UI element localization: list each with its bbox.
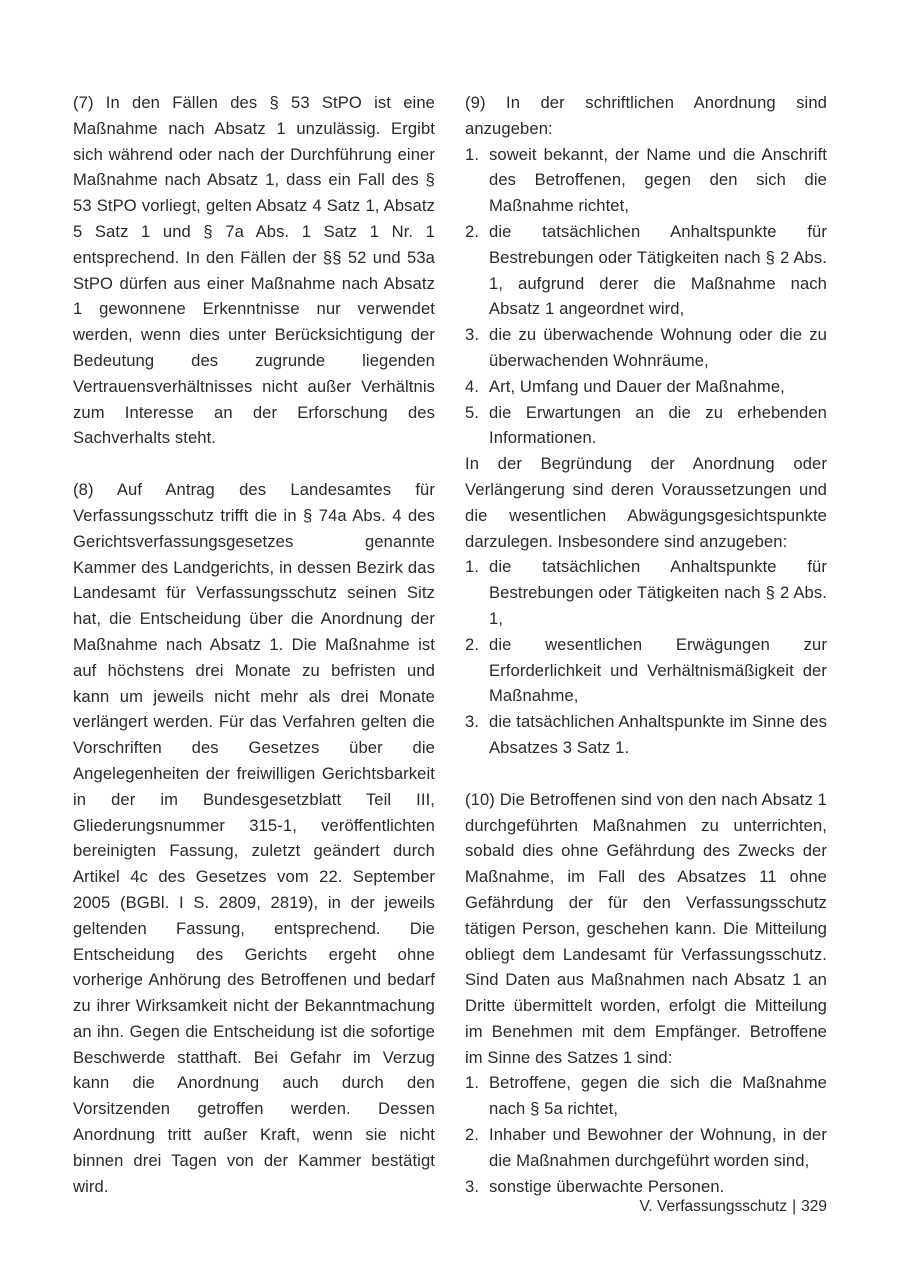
list-item: 3. die zu überwachende Wohnung oder die zu überwachenden Wohnräume, (465, 325, 827, 370)
paragraph-9-list (465, 142, 827, 452)
paragraph-8: (8) Auf Antrag des Landesamtes für Verfassungsschutz trifft die in § 74a Abs. 4 des Gerichtsverfassungsgesetzes genannte Kammer des Landgerichts, in dessen Bezirk das Landesamt für Verfassungsschutz seinen Sitz hat, die Entscheidung über die Anordnung der Maßnahme nach Absatz 1. Die Maßnahme ist auf höchstens drei Monate zu befristen und kann um jeweils nicht mehr als drei Monate verlängert werden. Für das Verfahren gelten die Vorschriften des Gesetzes über die Angelegenheiten der freiwilligen Gerichtsbarkeit in der im Bundesgesetzblatt Teil III, Gliederungsnummer 315-1, veröffentlichten bereinigten Fassung, zuletzt geändert durch Artikel 4c des Gesetzes vom 22. September 2005 (BGBl. I S. 2809, 2819), in der jeweils geltenden Fassung, entsprechend. Die Entscheidung des Gerichts ergeht ohne vorherige Anhörung des Betroffenen und bedarf zu ihrer Wirksamkeit nicht der Bekanntmachung an ihn. Gegen die Entscheidung ist die sofortige Beschwerde statthaft. Bei Gefahr im Verzug kann die Anordnung auch durch den Vorsitzenden getroffen werden. Dessen Anordnung tritt außer Kraft, wenn sie nicht binnen drei Tagen von der Kammer bestätigt wird. (73, 480, 435, 1196)
paragraph-7: (7) In den Fällen des § 53 StPO ist eine Maßnahme nach Absatz 1 unzulässig. Ergibt sich während oder nach der Durchführung einer Maßnahme nach Absatz 1, dass ein Fall des § 53 StPO vorliegt, gelten Absatz 4 Satz 1, Absatz 5 Satz 1 und § 7a Abs. 1 Satz 1 Nr. 1 entsprechend. In den Fällen der §§ 52 und 53a StPO dürfen aus einer Maßnahme nach Absatz 1 gewonnene Erkenntnisse nur verwendet werden, wenn dies unter Berücksichtigung der Bedeutung des zugrunde liegenden Vertrauensverhältnisses nicht außer Verhältnis zum Interesse an der Erforschung des Sachverhalts steht. (73, 93, 435, 448)
list-item: 5. die Erwartungen an die zu erhebenden Informationen. (465, 402, 827, 448)
list-item: 1. die tatsächlichen Anhaltspunkte für Bestrebungen oder Tätigkeiten nach § 2 Abs. 1, (465, 557, 827, 628)
paragraph-10: (10) Die Betroffenen sind von den nach Absatz 1 durchgeführten Maßnahmen zu unterrichten, sobald dies ohne Gefährdung des Zwecks der Maßnahme, im Fall des Absatzes 11 ohne Gefährdung der für den Verfassungsschutz tätigen Person, geschehen kann. Die Mitteilung obliegt dem Landesamt für Verfassungsschutz. Sind Daten aus Maßnahmen nach Absatz 1 an Dritte übermittelt worden, erfolgt die Mitteilung im Benehmen mit dem Empfänger. Betroffene im Sinne des Satzes 1 sind: (465, 789, 827, 1067)
list-item: 4. Art, Umfang und Dauer der Maßnahme, (465, 376, 785, 396)
page-number: 329 (801, 1198, 827, 1215)
list-item: 3. die tatsächlichen Anhaltspunkte im Sinne des Absatzes 3 Satz 1. (465, 712, 827, 757)
list-item: 2. Inhaber und Bewohner der Wohnung, in der die Maßnahmen durchgeführt worden sind, (465, 1125, 827, 1170)
paragraph-10-list (465, 1070, 827, 1199)
list-item: 1. soweit bekannt, der Name und die Anschrift des Betroffenen, gegen den sich die Maßnahme richtet, (465, 144, 827, 216)
paragraph-9-list-2 (465, 554, 827, 760)
list-item: 2. die wesentlichen Erwägungen zur Erforderlichkeit und Verhältnismäßigkeit der Maßnahme, (465, 634, 827, 706)
list-item: 3. sonstige überwachte Personen. (465, 1176, 725, 1196)
page-footer (639, 1198, 827, 1216)
right-column (465, 90, 827, 1199)
list-item: 1. Betroffene, gegen die sich die Maßnahme nach § 5a richtet, (465, 1073, 827, 1119)
footer-separator: | (792, 1198, 797, 1215)
footer-section-title: V. Verfassungsschutz (639, 1198, 788, 1215)
left-column (73, 90, 435, 1199)
list-item: 2. die tatsächlichen Anhaltspunkte für Bestrebungen oder Tätigkeiten nach § 2 Abs. 1, aufgrund derer die Maßnahme nach Absatz 1 angeordnet wird, (465, 221, 827, 319)
paragraph-9-middle: In der Begründung der Anordnung oder Verlängerung sind deren Voraussetzungen und die wesentlichen Abwägungsgesichtspunkte darzulegen. Insbesondere sind anzugeben: (465, 454, 827, 551)
paragraph-9-intro: (9) In der schriftlichen Anordnung sind anzugeben: (465, 93, 827, 138)
